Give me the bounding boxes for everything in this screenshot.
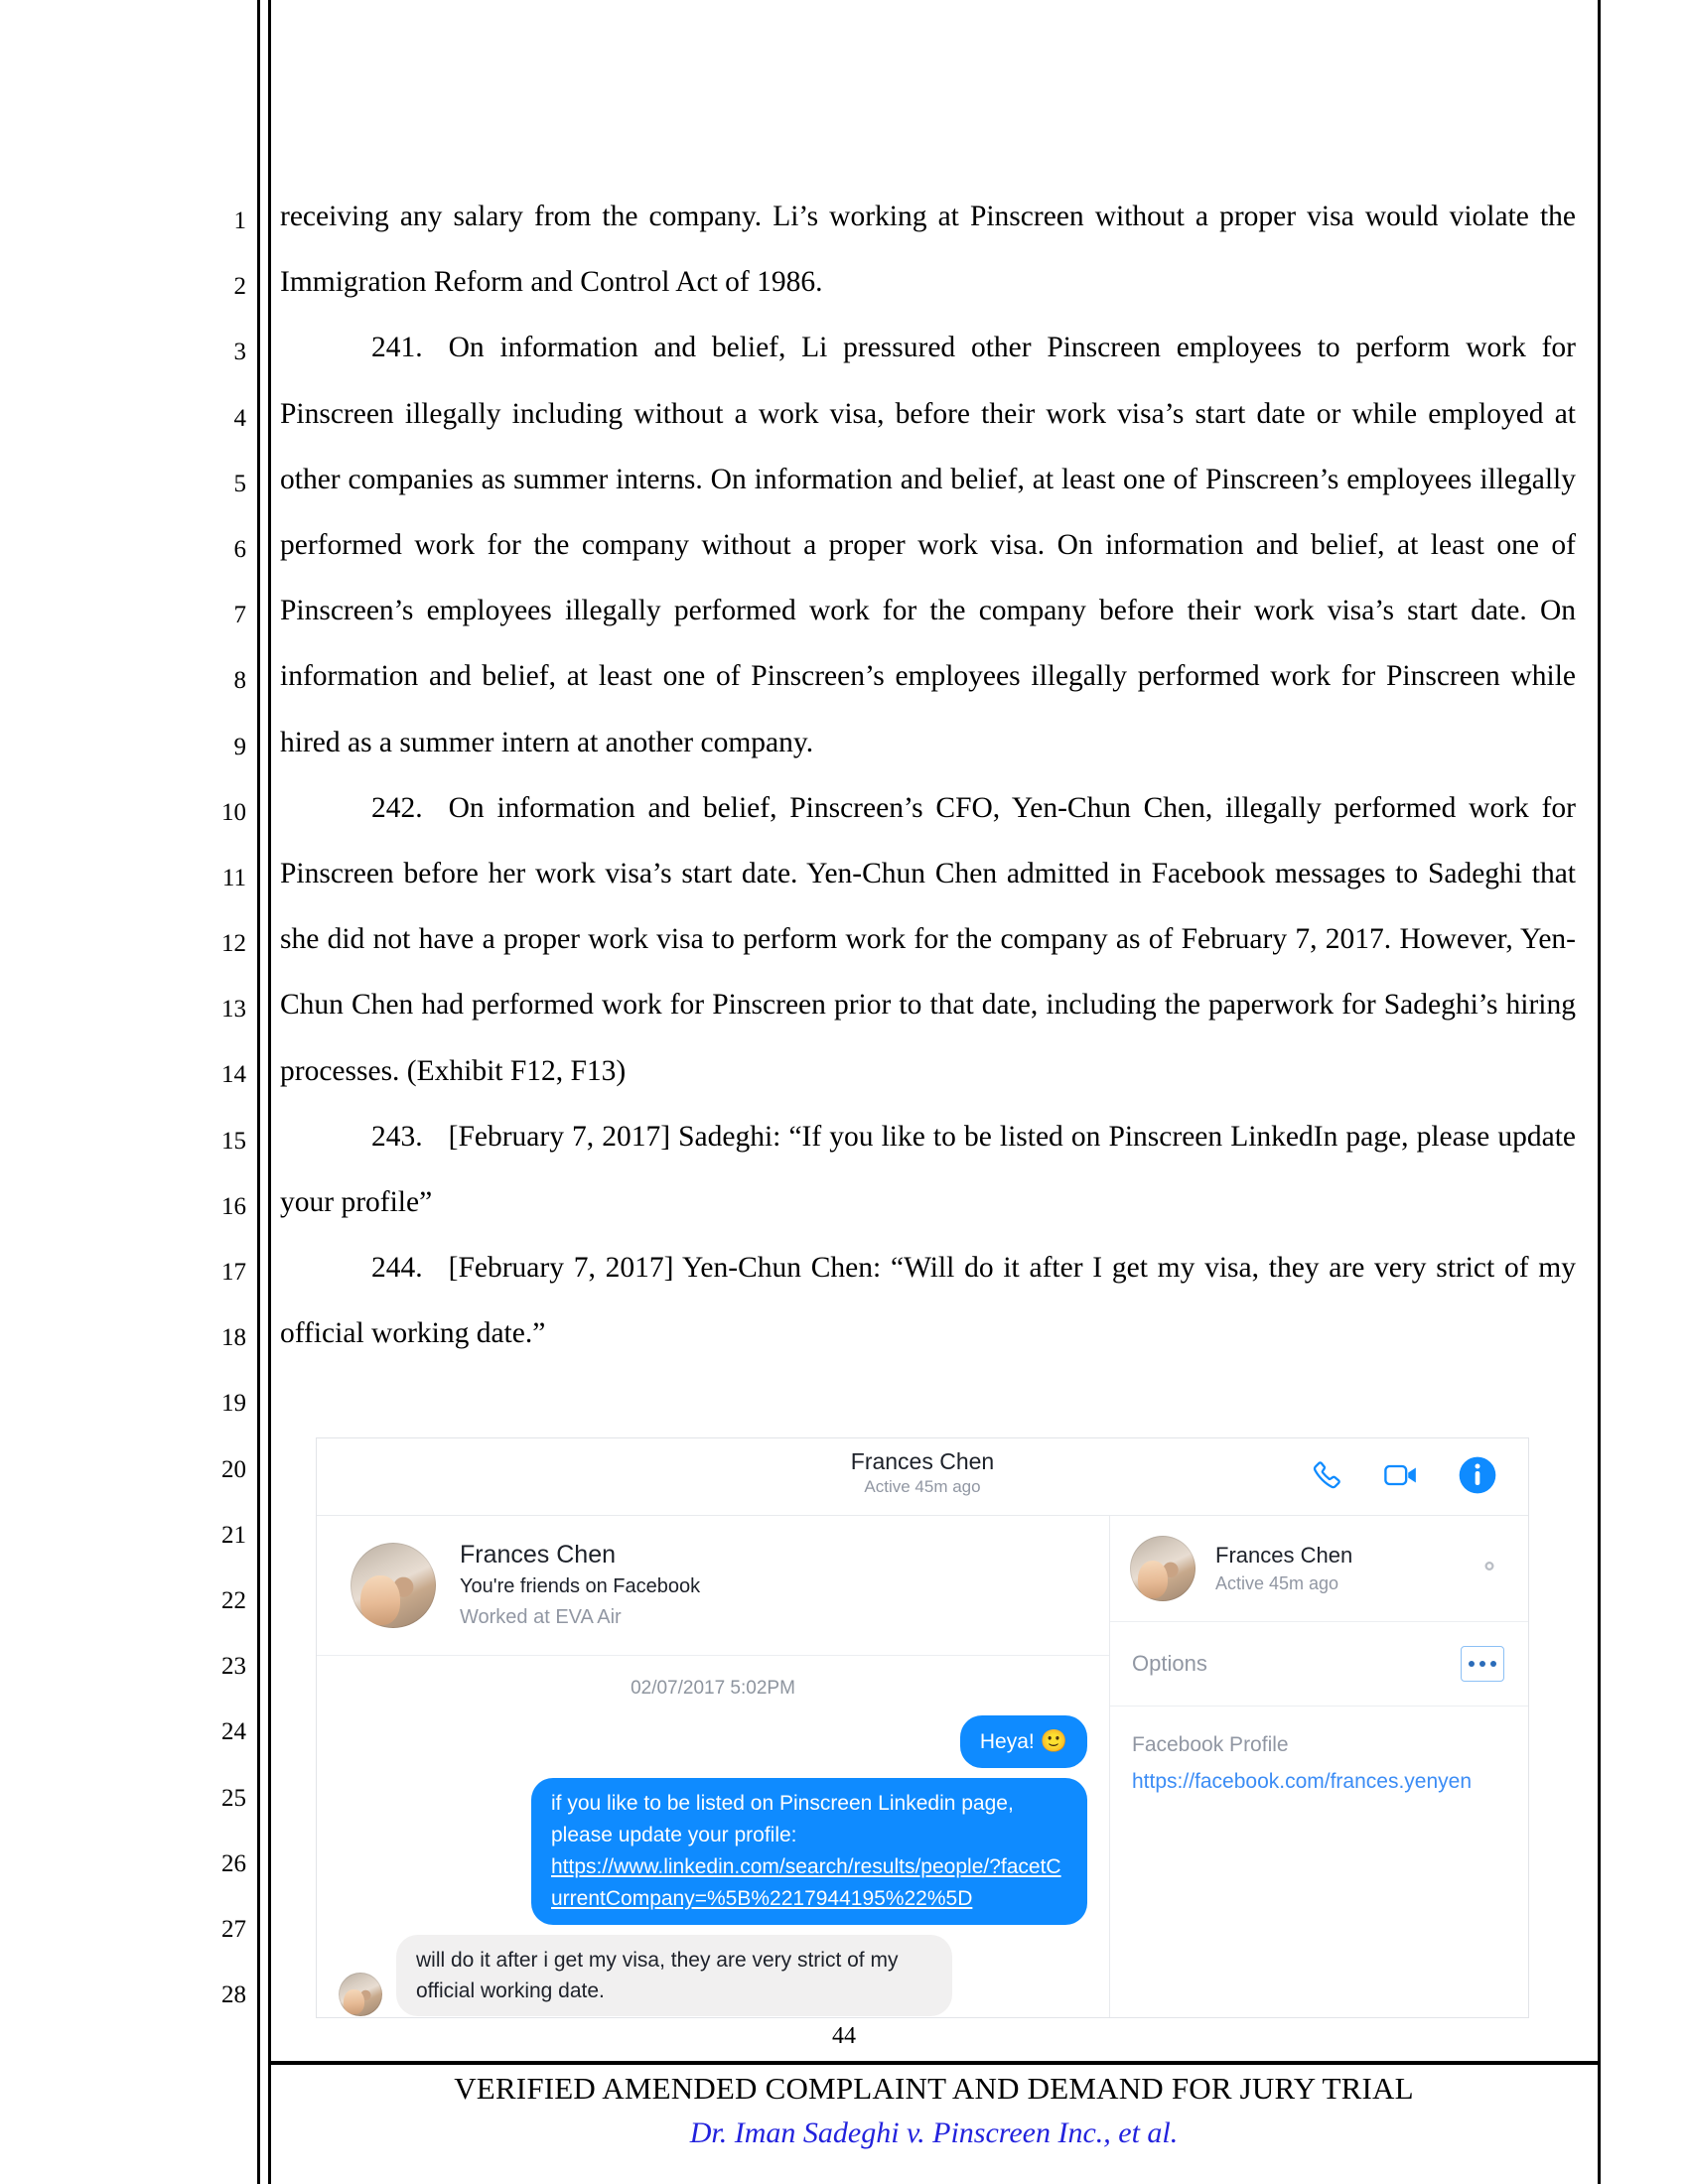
message-text: Heya!	[979, 1730, 1041, 1753]
facebook-profile-link[interactable]: https://facebook.com/frances.yenyen	[1132, 1770, 1473, 1793]
paragraph-text: On information and belief, Pinscreen’s CFO, Yen-Chun Chen, illegally performed work for Pinscreen before her work visa’s start date. Yen-Chun Chen admitted in Facebook messages to Sadeghi that she did not have a proper work visa to perform work for the company as of February 7, 2017. However, Yen-Chun Chen had performed work for Pinscreen prior to that date, including the paperwork for Sadeghi’s hiring processes. (Exhibit F12, F13)	[280, 791, 1576, 1087]
paragraph-text: [February 7, 2017] Sadeghi: “If you like to be listed on Pinscreen LinkedIn page, please update your profile”	[280, 1120, 1576, 1219]
paragraph-242	[280, 775, 1576, 1104]
line-number: 5	[233, 470, 246, 497]
paragraph-number: 241.	[371, 332, 423, 364]
sidebar-profile-block	[1110, 1706, 1528, 1812]
line-number: 14	[221, 1061, 246, 1089]
avatar	[1130, 1536, 1196, 1601]
line-number: 15	[221, 1127, 246, 1155]
video-camera-icon[interactable]	[1379, 1452, 1425, 1498]
line-number: 25	[221, 1784, 246, 1812]
info-icon[interactable]	[1455, 1452, 1500, 1498]
line-number: 11	[221, 864, 246, 891]
sidebar-contact-card[interactable]	[1110, 1516, 1528, 1622]
message-text: if you like to be listed on Pinscreen Linkedin page, please update your profile:	[551, 1792, 1014, 1846]
line-number: 24	[221, 1718, 246, 1746]
more-options-icon[interactable]	[1461, 1646, 1504, 1682]
line-number-gutter	[199, 189, 246, 2028]
options-label: Options	[1132, 1651, 1207, 1676]
contact-work: Worked at EVA Air	[460, 1606, 622, 1628]
line-number: 21	[221, 1521, 246, 1549]
paragraph-text: On information and belief, Li pressured other Pinscreen employees to perform work for Pinscreen illegally including without a work visa, before their work visa’s start date or while employed at other companies as summer interns. On information and belief, at least one of Pinscreen’s employees illegally performed work for the company without a proper work visa. On information and belief, at least one of Pinscreen’s employees illegally performed work for the company before their work visa’s start date. On information and belief, at least one of Pinscreen’s employees illegally performed work for Pinscreen while hired as a summer intern at another company.	[280, 332, 1576, 758]
paragraph-number: 243.	[371, 1120, 423, 1153]
document-body	[280, 184, 1576, 1367]
line-number: 19	[221, 1390, 246, 1418]
line-number: 1	[233, 207, 246, 234]
thread-contact-card[interactable]	[317, 1516, 1109, 1656]
line-number: 28	[221, 1981, 246, 2009]
messenger-body	[317, 1516, 1528, 2018]
linkedin-search-link[interactable]: https://www.linkedin.com/search/results/people/?facetCurrentCompany=%5B%2217944195%22%5D	[551, 1855, 1061, 1910]
footer-title: VERIFIED AMENDED COMPLAINT AND DEMAND FOR JURY TRIAL	[454, 2071, 1414, 2106]
conversation-status: Active 45m ago	[864, 1477, 981, 1496]
paragraph-number: 242.	[371, 791, 423, 824]
line-number: 16	[221, 1192, 246, 1220]
avatar	[339, 1973, 382, 2016]
message-bubble[interactable]	[531, 1778, 1087, 1925]
footer-divider	[270, 2061, 1598, 2065]
sidebar-contact-text	[1215, 1541, 1352, 1596]
paragraph-carryover	[280, 184, 1576, 315]
messenger-header-actions	[1304, 1452, 1500, 1498]
message-bubble[interactable]: will do it after i get my visa, they are very strict of my official working date.	[396, 1935, 952, 2016]
facebook-profile-label: Facebook Profile	[1132, 1733, 1289, 1756]
line-number: 27	[221, 1915, 246, 1943]
line-number: 12	[221, 930, 246, 958]
paragraph-number: 244.	[371, 1252, 423, 1285]
line-number: 9	[233, 733, 246, 760]
line-number: 8	[233, 667, 246, 695]
contact-relationship: You're friends on Facebook	[460, 1575, 701, 1597]
smiley-emoji: 🙂	[1040, 1728, 1067, 1753]
sidebar-options-row[interactable]	[1110, 1622, 1528, 1706]
left-margin-rule-inner	[268, 0, 271, 2184]
message-bubble[interactable]	[960, 1715, 1087, 1768]
footer-case-caption: Dr. Iman Sadeghi v. Pinscreen Inc., et al.	[689, 2116, 1179, 2149]
messenger-header	[317, 1438, 1528, 1516]
line-number: 2	[233, 273, 246, 301]
message-row-outgoing-2	[317, 1778, 1109, 1925]
message-row-incoming-1	[317, 1935, 1109, 2016]
paragraph-244	[280, 1235, 1576, 1366]
gear-icon[interactable]	[1475, 1552, 1504, 1586]
line-number: 7	[233, 602, 246, 629]
line-number: 26	[221, 1849, 246, 1877]
message-timestamp: 02/07/2017 5:02PM	[631, 1678, 795, 1699]
message-row-outgoing-1	[317, 1715, 1109, 1768]
line-number: 20	[221, 1455, 246, 1483]
conversation-title: Frances Chen	[850, 1448, 995, 1474]
line-number: 3	[233, 339, 246, 366]
paragraph-text: [February 7, 2017] Yen-Chun Chen: “Will do it after I get my visa, they are very strict of my official working date.”	[280, 1252, 1576, 1350]
details-sidebar	[1110, 1516, 1528, 2018]
line-number: 18	[221, 1324, 246, 1352]
message-thread	[317, 1516, 1110, 2018]
line-number: 6	[233, 535, 246, 563]
line-number: 10	[221, 798, 246, 826]
thread-contact-text	[460, 1538, 700, 1633]
right-margin-rule	[1598, 0, 1601, 2184]
sidebar-contact-status: Active 45m ago	[1215, 1573, 1339, 1593]
line-number: 13	[221, 996, 246, 1024]
facebook-messenger-exhibit	[316, 1437, 1529, 2018]
line-number: 22	[221, 1586, 246, 1614]
paragraph-text: receiving any salary from the company. Li’s working at Pinscreen without a proper visa would violate the Immigration Reform and Control Act of 1986.	[280, 201, 1576, 299]
avatar	[351, 1543, 436, 1628]
contact-name: Frances Chen	[460, 1541, 617, 1569]
paragraph-243	[280, 1104, 1576, 1235]
sidebar-contact-name: Frances Chen	[1215, 1543, 1353, 1568]
paragraph-241	[280, 315, 1576, 774]
line-number: 4	[233, 404, 246, 432]
line-number: 17	[221, 1259, 246, 1286]
line-number: 23	[221, 1653, 246, 1681]
page-number: 44	[832, 2023, 856, 2049]
left-margin-rule-outer	[257, 0, 260, 2184]
phone-icon[interactable]	[1304, 1452, 1349, 1498]
